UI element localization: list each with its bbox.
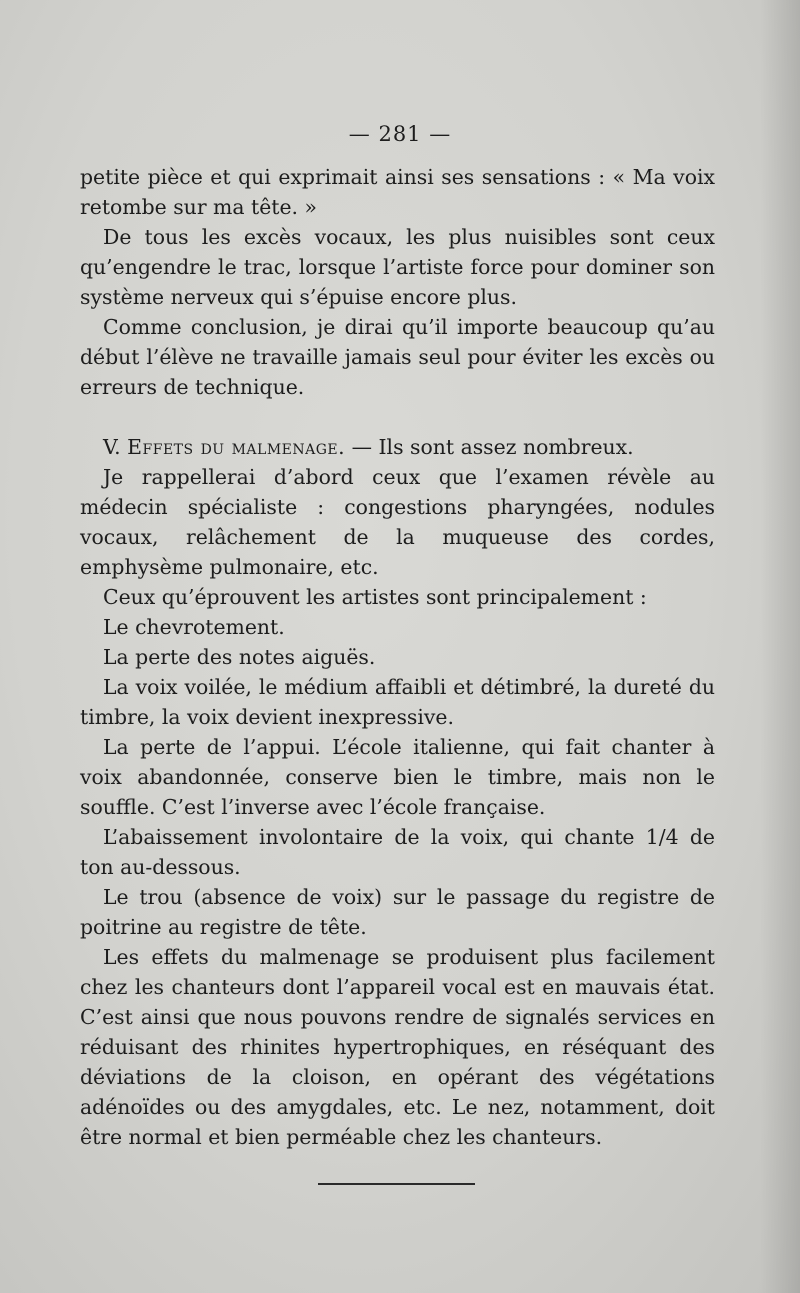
paragraph: Je rappellerai d’abord ceux que l’examen révèle au médecin spécialiste : congestions pharyngées, nodules vocaux, relâchement de la muqueuse des cordes, emphysème pulmonaire, etc.	[80, 465, 715, 579]
paragraph: Le trou (absence de voix) sur le passage du registre de poitrine au registre de tête.	[80, 885, 715, 939]
paragraph: La voix voilée, le médium affaibli et détimbré, la dureté du timbre, la voix devient inexpressive.	[80, 675, 715, 729]
section-heading	[80, 432, 715, 462]
paragraph: Ceux qu’éprouvent les artistes sont principalement :	[103, 585, 647, 609]
end-of-section-rule	[318, 1183, 475, 1185]
list-line: Le chevrotement.	[103, 615, 285, 639]
paragraph: L’abaissement involontaire de la voix, qui chante 1/4 de ton au-dessous.	[80, 825, 715, 879]
page-edge-shadow	[760, 0, 800, 1293]
paragraph: De tous les excès vocaux, les plus nuisibles sont ceux qu’engendre le trac, lorsque l’artiste force pour dominer son système nerveux qui s’épuise encore plus.	[80, 225, 715, 309]
section-intro: — Ils sont assez nombreux.	[345, 435, 634, 459]
paragraph-continuation: petite pièce et qui exprimait ainsi ses sensations : « Ma voix retombe sur ma tête. »	[80, 165, 715, 219]
section-spacer	[80, 402, 715, 432]
section-number: V.	[103, 435, 121, 459]
section-title: Effets du malmenage.	[127, 435, 346, 459]
body-text	[80, 162, 715, 1152]
page-number: — 281 —	[348, 122, 452, 146]
paragraph: La perte de l’appui. L’école italienne, qui fait chanter à voix abandonnée, conserve bien le timbre, mais non le souffle. C’est l’inverse avec l’école française.	[80, 735, 715, 819]
paragraph: Les effets du malmenage se produisent plus facilement chez les chanteurs dont l’appareil vocal est en mauvais état. C’est ainsi que nous pouvons rendre de signalés services en réduisant des rhinites hypertrophiques, en réséquant des déviations de la cloison, en opérant des végétations adénoïdes ou des amygdales, etc. Le nez, notamment, doit être normal et bien perméable chez les chanteurs.	[80, 945, 715, 1149]
paragraph: Comme conclusion, je dirai qu’il importe beaucoup qu’au début l’élève ne travaille jamais seul pour éviter les excès ou erreurs de technique.	[80, 315, 715, 399]
list-line: La perte des notes aiguës.	[103, 645, 376, 669]
